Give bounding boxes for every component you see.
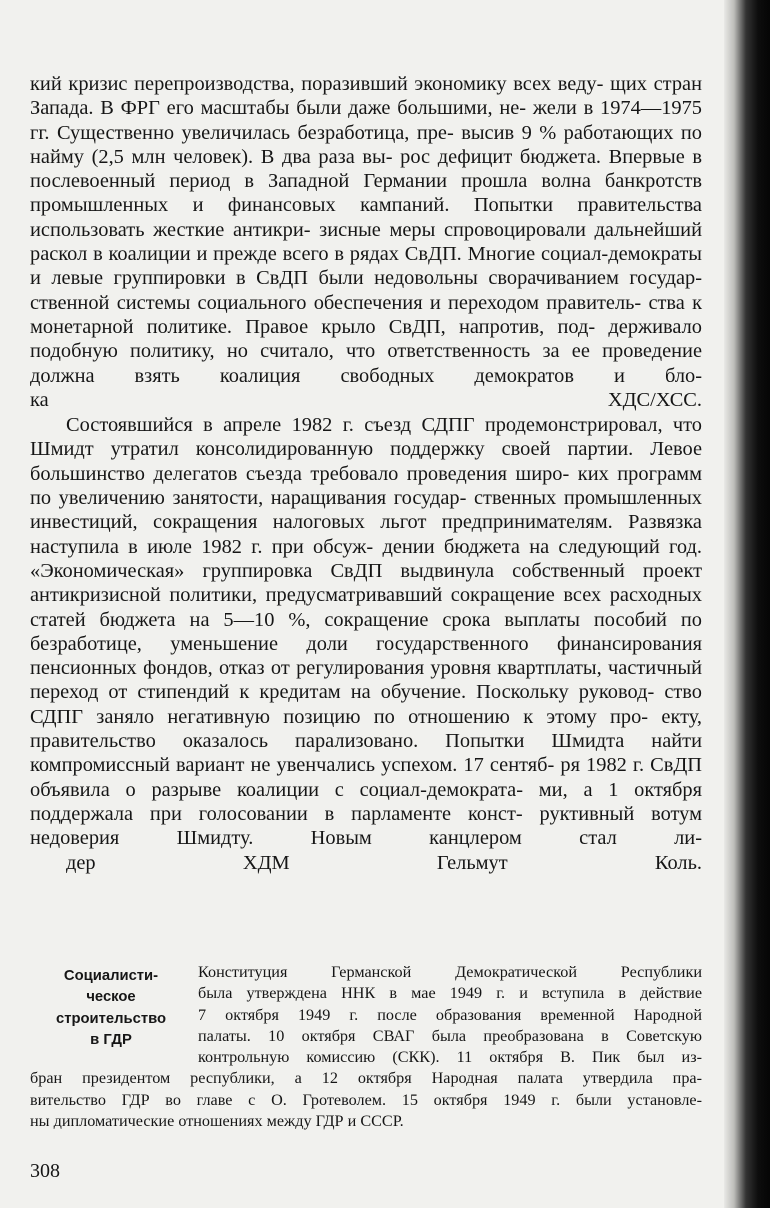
- text-line: палаты. 10 октября СВАГ была преобразована в Советскую: [198, 1026, 702, 1045]
- text-line: вительство ГДР во главе с О. Гротеволем. 15 октября 1949 г. были установле-: [30, 1090, 702, 1109]
- text-line: ка ХДС/ХСС.: [30, 388, 702, 411]
- text-line: на 5—10 %, сокращение срока выплаты пособий по безработице,: [30, 608, 702, 655]
- text-line: жели в 1974—1975 гг. Существенно увеличилась безработица, пре-: [30, 97, 702, 144]
- text-line: уменьшение доли государственного финансирования пенсионных: [30, 632, 702, 680]
- text-line: предпринимателям. Развязка наступила в июле 1982 г. при обсуж-: [30, 511, 702, 558]
- text-line: кий кризис перепроизводства, поразивший экономику всех веду-: [30, 73, 604, 95]
- text-line: Состоявшийся в апреле 1982 г. съезд СДПГ продемонстрировал,: [66, 414, 663, 437]
- text-line: ство СДПГ заняло негативную позицию по отношению к этому про-: [30, 681, 702, 728]
- page-number: 308: [30, 1160, 60, 1182]
- text-line: Германии прошла волна банкротств промышленных и финансовых: [30, 170, 702, 217]
- text-line: Конституция Германской Демократической Республики: [198, 963, 702, 981]
- heading-line: ческое: [86, 989, 136, 1006]
- text-line: дер ХДМ Гельмут Коль.: [66, 851, 702, 874]
- text-line: рос дефицит бюджета. Впервые в послевоенный период в Западной: [30, 145, 702, 193]
- text-line: найти компромиссный вариант не увенчались успехом. 17 сентяб-: [30, 730, 702, 777]
- text-line: екту, правительство оказалось парализовано. Попытки Шмидта: [30, 705, 702, 753]
- page-edge-shadow: [724, 0, 770, 1208]
- text-line: группировки в СвДП были недовольны сворачиванием государ-: [113, 267, 702, 290]
- text-line: контрольную комиссию (СКК). 11 октября В. Пик был из-: [198, 1048, 702, 1067]
- text-line: дении бюджета на следующий год. «Экономическая» группировка: [30, 535, 702, 582]
- text-line: ких программ по увеличению занятости, наращивания государ-: [30, 462, 702, 510]
- text-line: переход от стипендий к кредитам на обучение. Поскольку руковод-: [30, 681, 655, 704]
- section-text: [30, 962, 702, 1132]
- text-line: бран президентом республики, а 12 октября Народная палата утвердила пра-: [30, 1069, 702, 1088]
- text-line: высив 9 % работающих по найму (2,5 млн человек). В два раза вы-: [30, 121, 702, 168]
- text-line: ства к монетарной политике. Правое крыло СвДП, напротив, под-: [30, 291, 702, 338]
- main-text: [30, 72, 702, 875]
- paragraph-2: [30, 413, 702, 875]
- text-line: предусматривавший сокращение всех расходных статей бюджета: [30, 584, 702, 631]
- text-line: 7 октября 1949 г. после образования временной Народной: [198, 1005, 702, 1024]
- text-line: руктивный вотум недоверия Шмидту. Новым канцлером стал ли-: [30, 802, 702, 850]
- text-line: прежде всего в рядах СвДП. Многие социал-демократы и левые: [30, 243, 702, 290]
- text-line: ее проведение должна взять коалиция свободных демократов и бло-: [30, 340, 702, 387]
- heading-line: в ГДР: [90, 1031, 132, 1048]
- text-line: фондов, отказ от регулирования уровня квартплаты, частичный: [143, 657, 702, 680]
- text-line: ря 1982 г. СвДП объявила о разрыве коалиции с социал-демократа-: [30, 754, 703, 801]
- text-line: что Шмидт утратил консолидированную поддержку своей партии.: [30, 414, 702, 461]
- text-line: ственной системы социального обеспечения и переходом правитель-: [30, 291, 642, 314]
- text-line: зисные меры спровоцировали дальнейший раскол в коалиции и: [30, 218, 702, 266]
- text-line: держивало подобную политику, но считало, что ответственность за: [30, 315, 702, 363]
- text-line: ственных промышленных инвестиций, сокращения налоговых льгот: [30, 487, 702, 534]
- heading-line: Социалисти-: [63, 968, 159, 984]
- text-line: кампаний. Попытки правительства использовать жесткие антикри-: [30, 194, 702, 241]
- text-line: ми, а 1 октября поддержала при голосовании в парламенте конст-: [30, 778, 702, 825]
- heading-line: строительство: [55, 1010, 167, 1027]
- text-line: щих стран Запада. В ФРГ его масштабы были даже большими, не-: [30, 73, 702, 120]
- text-line: СвДП выдвинула собственный проект антикризисной политики,: [30, 559, 702, 607]
- paragraph-1: [30, 72, 702, 412]
- text-line: Левое большинство делегатов съезда требовало проведения широ-: [30, 438, 702, 485]
- text-line: ны дипломатические отношениях между ГДР и СССР.: [30, 1112, 404, 1131]
- text-line: была утверждена ННК в мае 1949 г. и вступила в действие: [198, 984, 702, 1003]
